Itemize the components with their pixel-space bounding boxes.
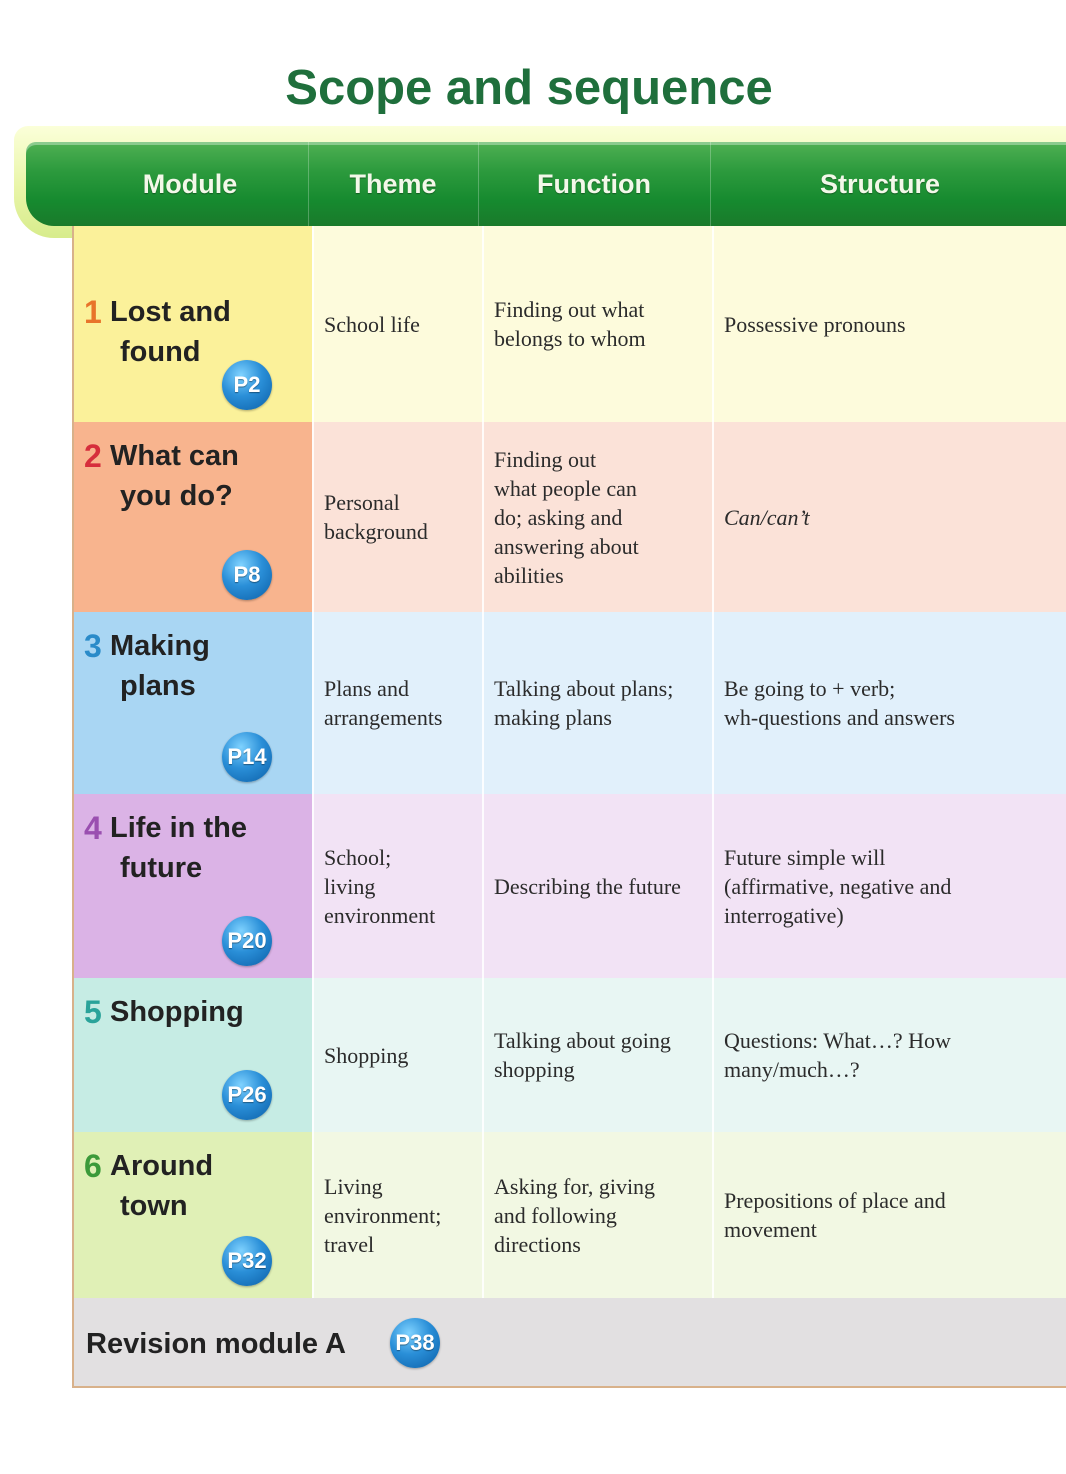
- function-text: Talking about going: [494, 1028, 671, 1053]
- module-cell: [74, 422, 312, 612]
- page-badge[interactable]: P20: [222, 916, 272, 966]
- column-divider: [712, 612, 714, 794]
- structure-text: Be going to + verb;: [724, 676, 896, 701]
- table-row: [74, 422, 1066, 612]
- module-number: 1: [84, 294, 102, 330]
- table-row: [74, 612, 1066, 794]
- function-text: Describing the future: [494, 874, 681, 899]
- structure-text: interrogative): [724, 903, 844, 928]
- structure-text: Future simple will: [724, 845, 886, 870]
- module-cell: [74, 978, 312, 1132]
- theme-text: School life: [324, 312, 420, 337]
- function-text: shopping: [494, 1057, 575, 1082]
- header-structure: Structure: [819, 169, 941, 199]
- column-divider: [712, 1132, 714, 1298]
- module-cell: [74, 794, 312, 978]
- function-text: and following: [494, 1203, 617, 1228]
- page-badge[interactable]: P32: [222, 1236, 272, 1286]
- module-number: 5: [84, 994, 102, 1030]
- column-divider: [482, 1132, 484, 1298]
- theme-text: Shopping: [324, 1043, 409, 1068]
- theme-text: Living: [324, 1174, 383, 1199]
- table-row: [74, 226, 1066, 422]
- page-badge[interactable]: P26: [222, 1070, 272, 1120]
- column-divider: [482, 978, 484, 1132]
- column-divider: [482, 794, 484, 978]
- module-number: 6: [84, 1148, 102, 1184]
- module-title-line1: Life in the: [110, 812, 247, 844]
- function-text: abilities: [494, 563, 564, 588]
- structure-text: Possessive pronouns: [724, 312, 906, 337]
- function-text: answering about: [494, 534, 639, 559]
- module-title-line2: town: [120, 1190, 188, 1222]
- page-title: Scope and sequence: [285, 61, 773, 115]
- theme-text: Plans and: [324, 676, 409, 701]
- revision-label: Revision module A: [86, 1328, 346, 1360]
- module-title-line1: Around: [110, 1150, 214, 1182]
- module-title-line2: found: [120, 336, 201, 368]
- function-text: Finding out: [494, 447, 597, 472]
- module-number: 3: [84, 628, 102, 664]
- table-row: [74, 1132, 1066, 1298]
- module-cell: [74, 612, 312, 794]
- module-title-line1: Shopping: [110, 996, 244, 1028]
- theme-text: School;: [324, 845, 392, 870]
- function-text: Talking about plans;: [494, 676, 674, 701]
- module-title-line2: future: [120, 852, 203, 884]
- module-title-line1: Making: [110, 630, 210, 662]
- function-text: Asking for, giving: [494, 1174, 656, 1199]
- structure-text: Can/can’t: [724, 505, 810, 530]
- column-divider: [312, 422, 314, 612]
- structure-text: many/much…?: [724, 1057, 860, 1082]
- column-divider: [312, 978, 314, 1132]
- structure-text: wh-questions and answers: [724, 705, 955, 730]
- theme-text: arrangements: [324, 705, 443, 730]
- module-title-line1: Lost and: [110, 296, 231, 328]
- page-badge[interactable]: P2: [222, 360, 272, 410]
- column-divider: [312, 1132, 314, 1298]
- table-row: [74, 978, 1066, 1132]
- scope-table: [72, 226, 1066, 1386]
- theme-text: environment;: [324, 1203, 442, 1228]
- theme-text: living: [324, 874, 376, 899]
- module-number: 2: [84, 438, 102, 474]
- column-divider: [312, 794, 314, 978]
- theme-text: travel: [324, 1232, 375, 1257]
- header-theme: Theme: [349, 169, 437, 199]
- theme-text: background: [324, 519, 428, 544]
- function-text: making plans: [494, 705, 612, 730]
- column-divider: [712, 978, 714, 1132]
- revision-page-badge[interactable]: P38: [390, 1318, 440, 1368]
- module-cell: [74, 1132, 312, 1298]
- theme-text: Personal: [324, 490, 400, 515]
- module-cell: [74, 226, 312, 422]
- column-divider: [312, 612, 314, 794]
- column-divider: [712, 794, 714, 978]
- column-divider: [312, 226, 314, 422]
- revision-row: [72, 1298, 1066, 1388]
- theme-text: environment: [324, 903, 436, 928]
- column-divider: [712, 226, 714, 422]
- column-divider: [482, 422, 484, 612]
- page-badge[interactable]: P14: [222, 732, 272, 782]
- column-divider: [482, 612, 484, 794]
- function-text: do; asking and: [494, 505, 623, 530]
- function-text: Finding out what: [494, 297, 645, 322]
- function-text: what people can: [494, 476, 637, 501]
- header-function: Function: [537, 169, 651, 199]
- structure-text: Questions: What…? How: [724, 1028, 951, 1053]
- header-banner: [26, 142, 1066, 226]
- module-title-line1: What can: [110, 440, 239, 472]
- page-badge[interactable]: P8: [222, 550, 272, 600]
- module-title-line2: plans: [120, 670, 196, 702]
- column-divider: [712, 422, 714, 612]
- function-text: belongs to whom: [494, 326, 646, 351]
- structure-text: Prepositions of place and: [724, 1188, 946, 1213]
- structure-text: (affirmative, negative and: [724, 874, 952, 899]
- module-number: 4: [84, 810, 102, 846]
- table-row: [74, 794, 1066, 978]
- module-title-line2: you do?: [120, 480, 233, 512]
- column-divider: [482, 226, 484, 422]
- structure-text: movement: [724, 1217, 817, 1242]
- header-module: Module: [142, 169, 238, 199]
- function-text: directions: [494, 1232, 581, 1257]
